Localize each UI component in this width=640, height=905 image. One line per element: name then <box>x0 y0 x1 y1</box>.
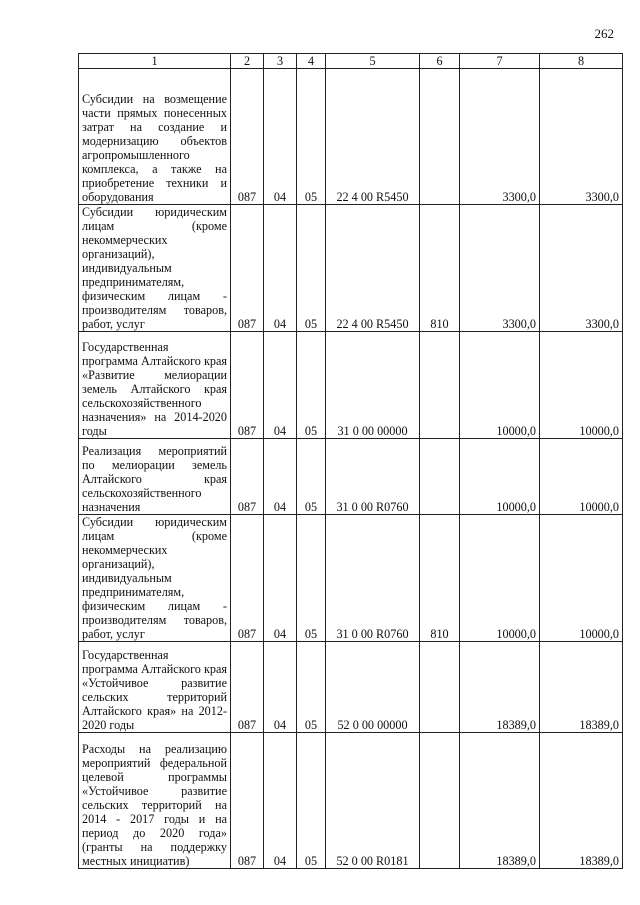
target-article-code: 52 0 00 R0181 <box>326 733 420 869</box>
table-row <box>79 642 623 733</box>
row-description: Субсидии на возмещение части прямых понесенных затрат на создание и модернизацию объектов агропромышленного комплекса, а также на приобретение техники и оборудования <box>79 69 231 205</box>
ministry-code: 087 <box>231 642 264 733</box>
row-description: Субсидии юридическим лицам (кроме некоммерческих организаций), индивидуальным предпринимателям, физическим лицам - производителям товаров, работ, услуг <box>79 205 231 332</box>
amount-column-8: 3300,0 <box>540 205 623 332</box>
amount-column-8: 18389,0 <box>540 733 623 869</box>
amount-column-7: 18389,0 <box>460 642 540 733</box>
table-row <box>79 439 623 515</box>
subsection-code: 05 <box>297 733 326 869</box>
expense-type-code <box>420 642 460 733</box>
ministry-code: 087 <box>231 515 264 642</box>
target-article-code: 31 0 00 R0760 <box>326 515 420 642</box>
expense-type-code <box>420 69 460 205</box>
column-header: 2 <box>231 54 264 69</box>
section-code: 04 <box>264 733 297 869</box>
target-article-code: 22 4 00 R5450 <box>326 69 420 205</box>
subsection-code: 05 <box>297 642 326 733</box>
column-header: 8 <box>540 54 623 69</box>
row-description: Расходы на реализацию мероприятий федеральной целевой программы «Устойчивое развитие сельских территорий на 2014 - 2017 годы и на период до 2020 года» (гранты на поддержку местных инициатив) <box>79 733 231 869</box>
section-code: 04 <box>264 515 297 642</box>
ministry-code: 087 <box>231 205 264 332</box>
column-header: 3 <box>264 54 297 69</box>
amount-column-7: 10000,0 <box>460 332 540 439</box>
target-article-code: 22 4 00 R5450 <box>326 205 420 332</box>
table-row <box>79 515 623 642</box>
row-description: Субсидии юридическим лицам (кроме некоммерческих организаций), индивидуальным предпринимателям, физическим лицам - производителям товаров, работ, услуг <box>79 515 231 642</box>
ministry-code: 087 <box>231 733 264 869</box>
table-row <box>79 205 623 332</box>
budget-table <box>78 53 623 869</box>
table-row <box>79 332 623 439</box>
amount-column-7: 3300,0 <box>460 69 540 205</box>
expense-type-code: 810 <box>420 205 460 332</box>
target-article-code: 31 0 00 00000 <box>326 332 420 439</box>
page-number: 262 <box>594 26 614 41</box>
target-article-code: 52 0 00 00000 <box>326 642 420 733</box>
amount-column-7: 3300,0 <box>460 205 540 332</box>
amount-column-8: 10000,0 <box>540 515 623 642</box>
amount-column-7: 10000,0 <box>460 515 540 642</box>
section-code: 04 <box>264 642 297 733</box>
ministry-code: 087 <box>231 439 264 515</box>
table-row <box>79 733 623 869</box>
column-header: 5 <box>326 54 420 69</box>
row-description: Государственная программа Алтайского края «Устойчивое развитие сельских территорий Алтайского края» на 2012-2020 годы <box>79 642 231 733</box>
subsection-code: 05 <box>297 515 326 642</box>
expense-type-code: 810 <box>420 515 460 642</box>
ministry-code: 087 <box>231 332 264 439</box>
subsection-code: 05 <box>297 332 326 439</box>
amount-column-7: 10000,0 <box>460 439 540 515</box>
column-header: 7 <box>460 54 540 69</box>
column-header: 4 <box>297 54 326 69</box>
amount-column-8: 10000,0 <box>540 439 623 515</box>
column-header: 1 <box>79 54 231 69</box>
subsection-code: 05 <box>297 69 326 205</box>
table-row <box>79 69 623 205</box>
section-code: 04 <box>264 205 297 332</box>
target-article-code: 31 0 00 R0760 <box>326 439 420 515</box>
section-code: 04 <box>264 69 297 205</box>
subsection-code: 05 <box>297 205 326 332</box>
row-description: Государственная программа Алтайского края «Развитие мелиорации земель Алтайского края сельскохозяйственного назначения» на 2014-2020 годы <box>79 332 231 439</box>
column-header: 6 <box>420 54 460 69</box>
amount-column-8: 18389,0 <box>540 642 623 733</box>
subsection-code: 05 <box>297 439 326 515</box>
row-description: Реализация мероприятий по мелиорации земель Алтайского края сельскохозяйственного назначения <box>79 439 231 515</box>
section-code: 04 <box>264 332 297 439</box>
expense-type-code <box>420 332 460 439</box>
amount-column-8: 10000,0 <box>540 332 623 439</box>
amount-column-7: 18389,0 <box>460 733 540 869</box>
header-row <box>79 54 623 69</box>
amount-column-8: 3300,0 <box>540 69 623 205</box>
expense-type-code <box>420 733 460 869</box>
section-code: 04 <box>264 439 297 515</box>
ministry-code: 087 <box>231 69 264 205</box>
expense-type-code <box>420 439 460 515</box>
